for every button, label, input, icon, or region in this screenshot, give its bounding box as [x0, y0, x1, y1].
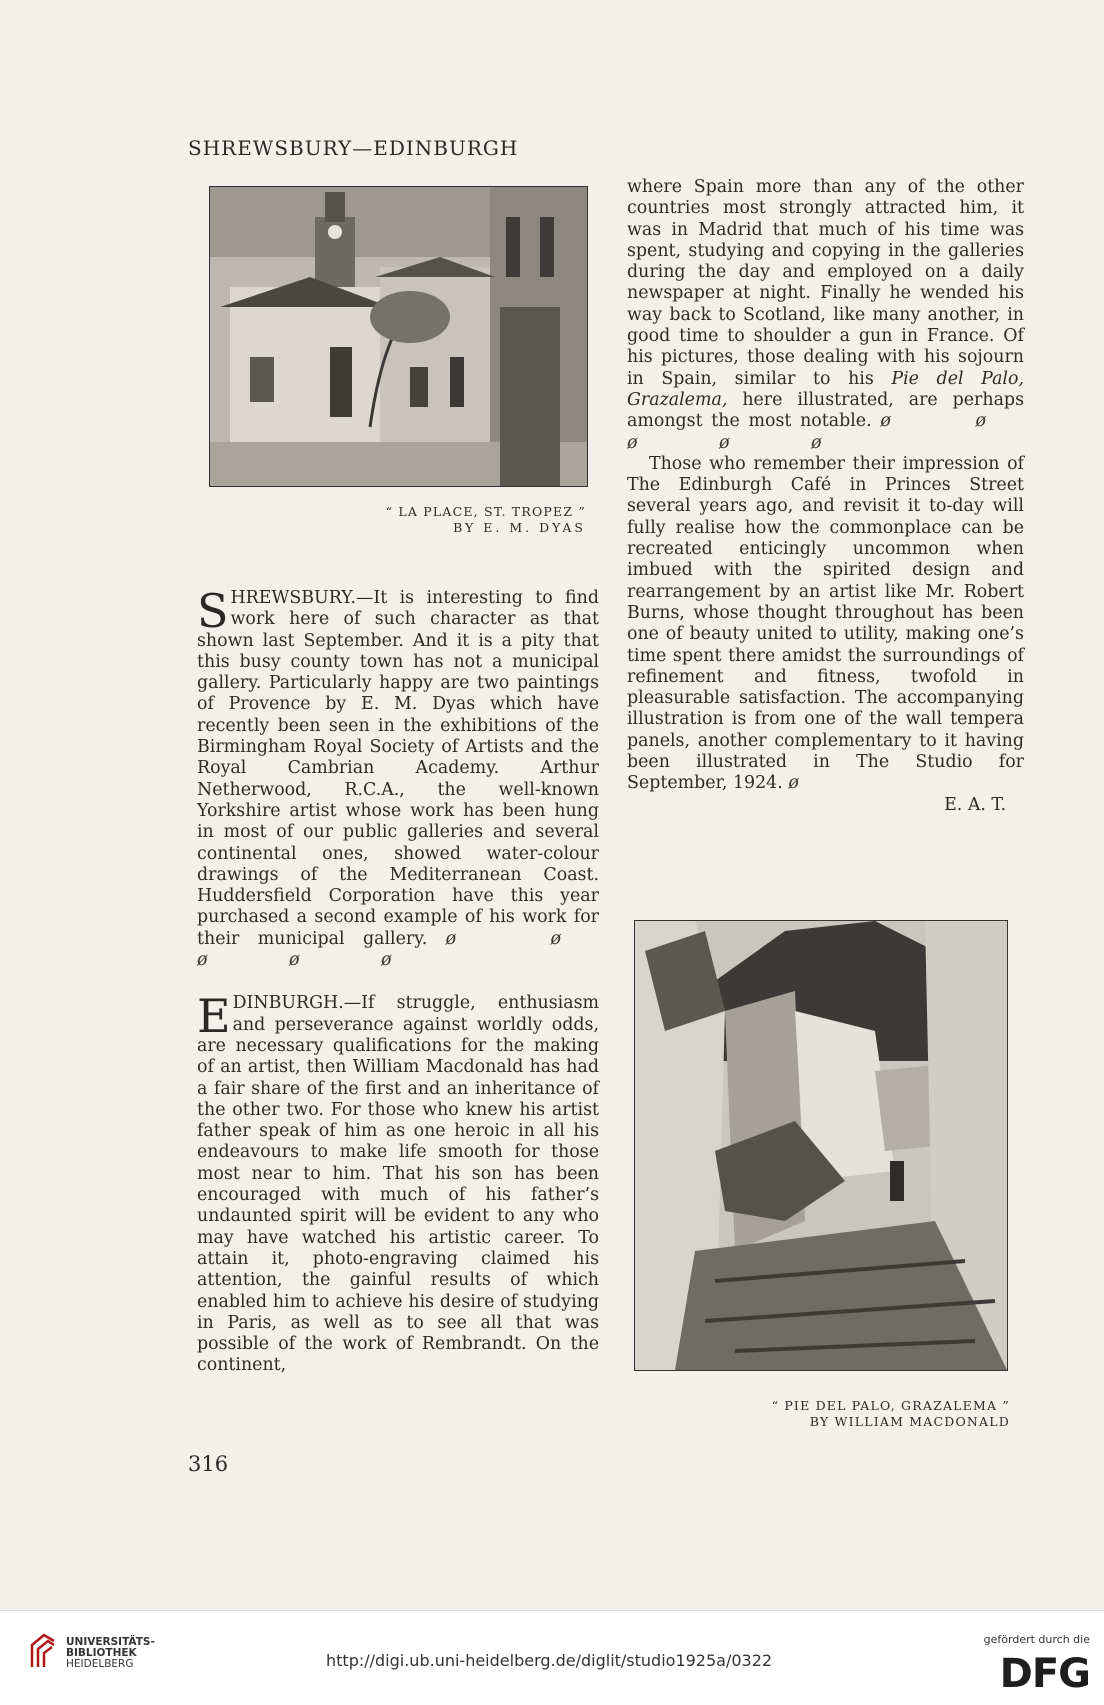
paragraph-edinburgh-text: DINBURGH.—If struggle, enthusiasm and perseverance against worldly odds, are necessary qualifications for the making of an artist, then William Macdonald has had a fair share of the first and an inheritance of the other two. For those who knew his artist father speak of him as one heroic in all his endeavours to make life smooth for those most near to him. That his son has been encouraged with much of his father’s undaunted spirit will be evident to any who may have watched his artistic career. To attain it, photo-engraving claimed his attention, the gainful results of which enabled him to achieve his desire of studying in Paris, as well as to see all that was possible of the work of Rembrandt. On the continent,: [197, 993, 599, 1376]
paragraph-cafe-text: Those who remember their impression of The Edinburgh Café in Princes Street several years ago, and revisit it to-day will fully realise how the commonplace can be recreated enticingly uncommon when imbued with the spirited design and rearrangement by an artist like Mr. Robert Burns, whose thought throughout has been one of beauty united to utility, making one’s time spent there amidst the surroundings of refinement and fitness, twofold in pleasurable satisfaction. The accompanying illustration is from one of the wall tempera panels, another complementary to it having been illustrated in The Studio for September, 1924.: [627, 453, 1024, 794]
paragraph-edinburgh: [197, 989, 599, 1376]
running-head: SHREWSBURY—EDINBURGH: [188, 136, 519, 160]
street-scene-illustration: [635, 921, 1007, 1370]
permalink-url[interactable]: http://digi.ub.uni-heidelberg.de/diglit/studio1925a/0322: [326, 1651, 773, 1670]
dropcap-e: E: [197, 989, 231, 1044]
figure-la-place-st-tropez: [209, 186, 588, 487]
paragraph-shrewsbury: [197, 584, 599, 971]
library-name-line1: UNIVERSITÄTS-: [66, 1636, 155, 1648]
ornament-row: ø ø ø ø ø: [197, 928, 599, 971]
funding-note: gefördert durch die: [983, 1633, 1090, 1646]
dfg-logo[interactable]: DFG: [999, 1651, 1090, 1697]
figure2-title: “ PIE DEL PALO, GRAZALEMA ”: [771, 1398, 1010, 1413]
paragraph-cafe: [627, 454, 1024, 795]
page-number: 316: [188, 1452, 229, 1476]
figure1-caption: [380, 504, 586, 536]
paragraph-spain-text-end: here illustrated, are perhaps amongst the most notable.: [627, 389, 1024, 432]
town-square-illustration: [210, 187, 587, 486]
viewer-footer: [0, 1610, 1104, 1705]
paragraph-spain: [627, 177, 1024, 454]
dropcap-s: S: [197, 584, 229, 638]
figure-pie-del-palo: [634, 920, 1008, 1371]
figure2-caption: [760, 1398, 1010, 1430]
author-signature: E. A. T.: [944, 794, 1006, 815]
figure1-artist: BY E. M. DYAS: [453, 520, 586, 535]
paragraph-shrewsbury-text: HREWSBURY.—It is interesting to find work here of such character as that shown last September. And it is a pity that this busy county town has not a municipal gallery. Particularly happy are two paintings of Provence by E. M. Dyas which have recently been seen in the exhibitions of the Birmingham Royal Society of Artists and the Royal Cambrian Academy. Arthur Netherwood, R.C.A., the well-known Yorkshire artist whose work has been hung in most of our public galleries and several continental ones, showed water-colour drawings of the Mediterranean Coast. Huddersfield Corporation have this year purchased a second example of his work for their municipal gallery.: [197, 588, 599, 949]
ornament-row: ø ø ø ø ø: [627, 411, 1024, 453]
ornament-mark: ø: [788, 773, 837, 794]
library-logo-icon[interactable]: [28, 1631, 58, 1671]
paragraph-spain-text: where Spain more than any of the other countries most strongly attracted him, it was in Madrid that much of his time was spent, studying and copying in the galleries during the day and employed on a daily newspaper at night. Finally he wended his way back to Scotland, like many another, in good time to shoulder a gun in France. Of his pictures, those dealing with his sojourn in Spain, similar to his: [627, 177, 1024, 389]
figure2-artist: BY WILLIAM MACDONALD: [809, 1414, 1010, 1429]
painting-title: Pie del Palo, Grazalema,: [627, 368, 1024, 410]
right-column: [627, 177, 1024, 816]
library-name[interactable]: [66, 1637, 155, 1670]
figure1-title: “ LA PLACE, ST. TROPEZ ”: [385, 504, 586, 519]
library-name-line2: BIBLIOTHEK: [66, 1647, 137, 1659]
left-column: [197, 584, 599, 1377]
library-name-line3: HEIDELBERG: [66, 1658, 134, 1670]
